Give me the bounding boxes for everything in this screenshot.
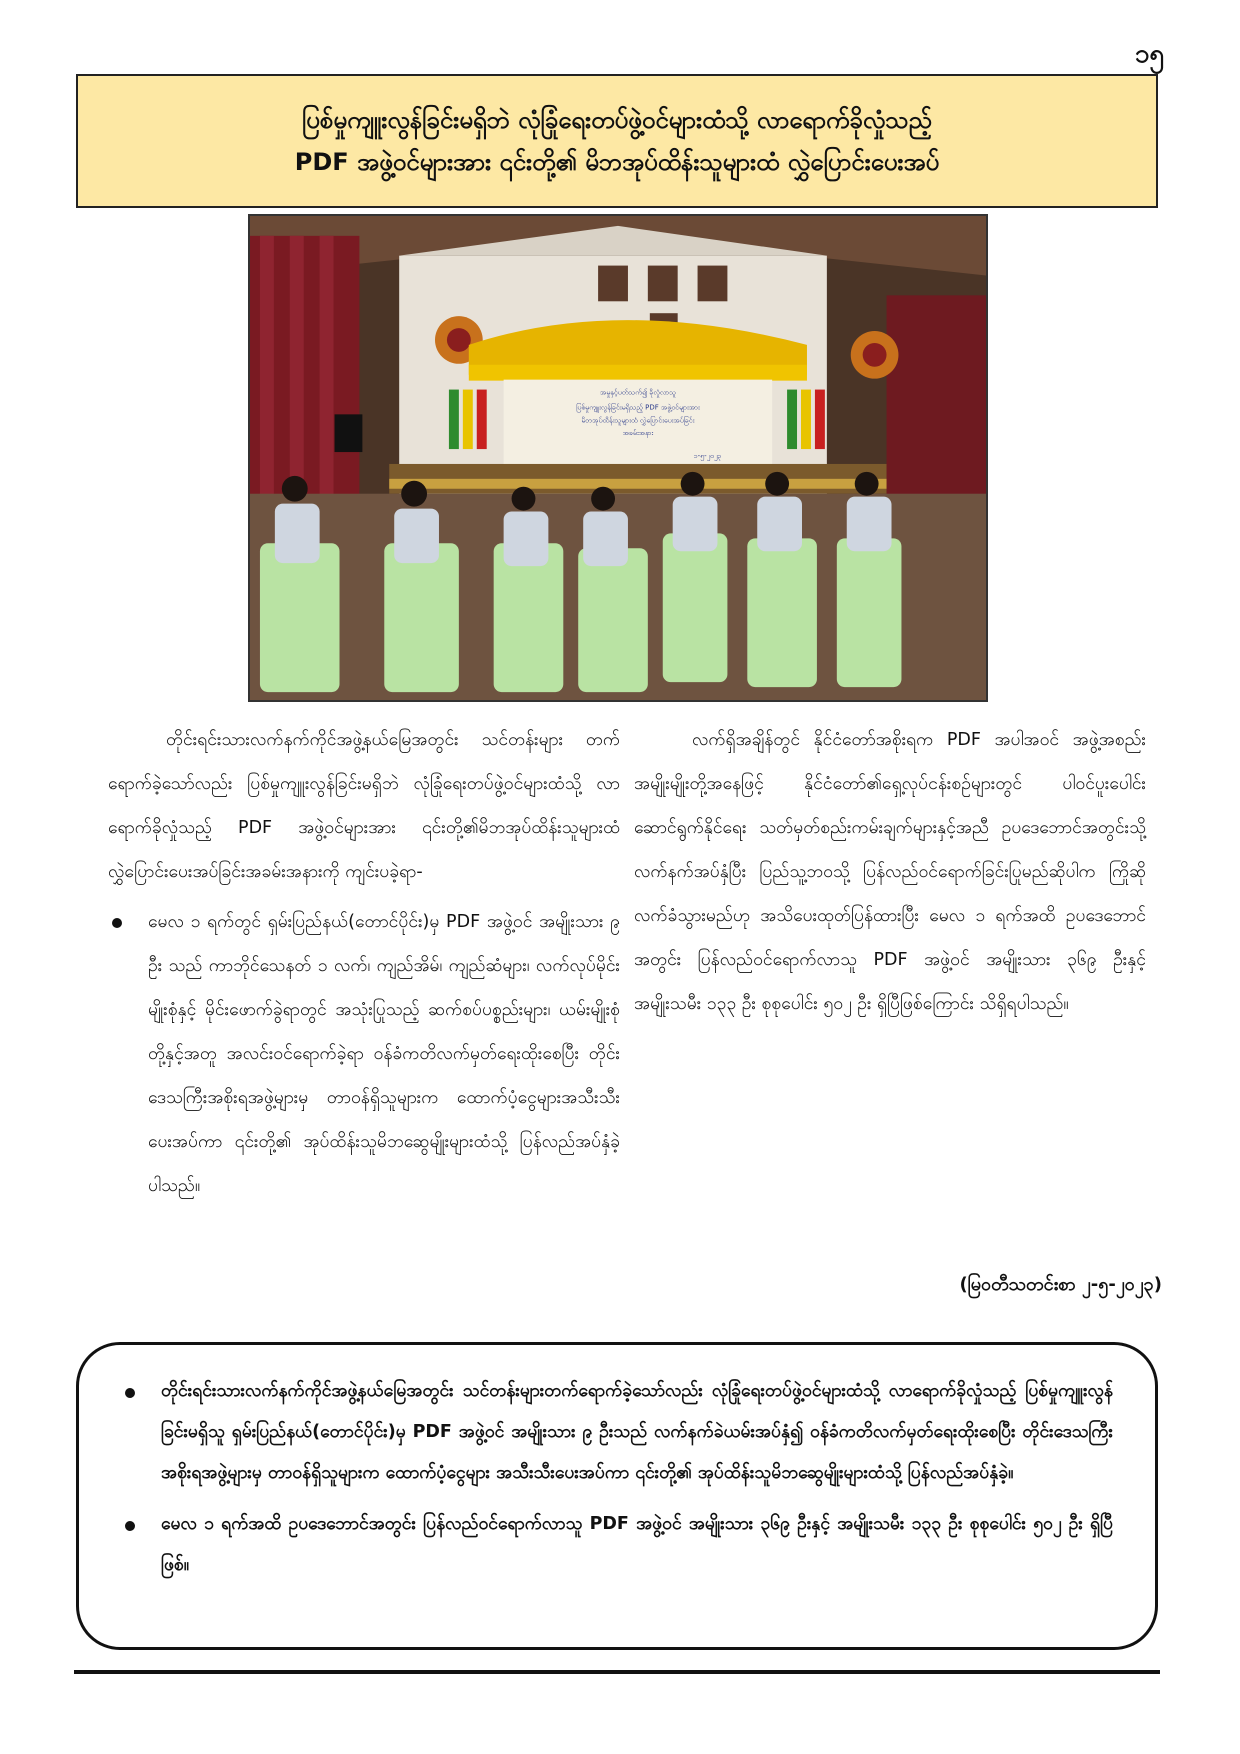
summary-item — [121, 1371, 1113, 1494]
photo-banner-line-4: အခမ်းအနား — [622, 429, 654, 438]
summary-list — [121, 1371, 1113, 1586]
summary-box — [76, 1342, 1158, 1650]
headline-line-2: PDF အဖွဲ့ဝင်များအား ၎င်းတို့၏ မိဘအုပ်ထိန်းသူများထံ လွှဲပြောင်းပေးအပ် — [294, 148, 940, 176]
page-number: ၁၅ — [1134, 39, 1164, 69]
photo-banner-line-5: ၁-၅-၂၀၂၃ — [693, 452, 722, 460]
photo-banner-line-1: အမှုနှင့်ပတ်သက်၍ ခိုလှုံလာသူ — [599, 388, 676, 397]
article-left-column — [108, 718, 620, 1208]
photo-ceremony-hall-illustration — [250, 216, 986, 700]
bullet-icon — [112, 918, 122, 928]
summary-item — [121, 1504, 1113, 1586]
article-source: (မြဝတီသတင်းစာ ၂-၅-၂၀၂၃) — [959, 1274, 1162, 1295]
bullet-icon — [125, 1388, 135, 1398]
headline-box — [76, 74, 1158, 208]
footer-divider — [74, 1670, 1160, 1674]
bullet-icon — [125, 1521, 135, 1531]
photo-banner-line-2: ပြစ်မှုကျူးလွန်ခြင်းမရှိသည့် PDF အဖွဲ့ဝင်များအား — [576, 403, 700, 412]
article-right-paragraph: လက်ရှိအချိန်တွင် နိုင်ငံတော်အစိုးရက PDF အပါအဝင် အဖွဲ့အစည်းအမျိုးမျိုးတို့အနေဖြင့် နိုင်ငံတော်၏ရှေ့လုပ်ငန်းစဉ်များတွင် ပါဝင်ပူးပေါင်းဆောင်ရွက်နိုင်ရေး သတ်မှတ်စည်းကမ်းချက်များနှင့်အညီ ဥပဒေဘောင်အတွင်းသို့ လက်နက်အပ်နှံပြီး ပြည်သူ့ဘဝသို့ ပြန်လည်ဝင်ရောက်ခြင်းပြုမည်ဆိုပါက ကြိုဆိုလက်ခံသွားမည်ဟု အသိပေးထုတ်ပြန်ထားပြီး မေလ ၁ ရက်အထိ ဥပဒေဘောင်အတွင်း ပြန်လည်ဝင်ရောက်လာသူ PDF အဖွဲ့ဝင် အမျိုးသား ၃၆၉ ဦးနှင့် အမျိုးသမီး ၁၃၃ ဦး စုစုပေါင်း ၅၀၂ ဦး ရှိပြီဖြစ်ကြောင်း သိရှိရပါသည်။ — [634, 730, 1146, 1014]
article-intro: တိုင်းရင်းသားလက်နက်ကိုင်အဖွဲ့နယ်မြေအတွင်း သင်တန်းများ တက်ရောက်ခဲ့သော်လည်း ပြစ်မှုကျူးလွန်ခြင်းမရှိဘဲ လုံခြုံရေးတပ်ဖွဲ့ဝင်များထံသို့ လာရောက်ခိုလှုံသည့် PDF အဖွဲ့ဝင်များအား ၎င်းတို့၏မိဘအုပ်ထိန်းသူများထံ လွှဲပြောင်းပေးအပ်ခြင်းအခမ်းအနားကို ကျင်းပခဲ့ရာ- — [108, 730, 620, 882]
news-photo — [248, 214, 988, 702]
headline-line-1: ပြစ်မှုကျူးလွန်ခြင်းမရှိဘဲ လုံခြုံရေးတပ်ဖွဲ့ဝင်များထံသို့ လာရောက်ခိုလှုံသည့် — [302, 106, 932, 134]
summary-text-2: မေလ ၁ ရက်အထိ ဥပဒေဘောင်အတွင်း ပြန်လည်ဝင်ရောက်လာသူ PDF အဖွဲ့ဝင် အမျိုးသား ၃၆၉ ဦးနှင့် အမျိုးသမီး ၁၃၃ ဦး စုစုပေါင်း ၅၀၂ ဦး ရှိပြီဖြစ်။ — [161, 1514, 1113, 1575]
summary-text-1: တိုင်းရင်းသားလက်နက်ကိုင်အဖွဲ့နယ်မြေအတွင်း သင်တန်းများတက်ရောက်ခဲ့သော်လည်း လုံခြုံရေးတပ်ဖွဲ့ဝင်များထံသို့ လာရောက်ခိုလှုံသည့် ပြစ်မှုကျူးလွန်ခြင်းမရှိသူ ရှမ်းပြည်နယ်(တောင်ပိုင်း)မှ PDF အဖွဲ့ဝင် အမျိုးသား ၉ ဦးသည် လက်နက်ခဲယမ်းအပ်နှံ၍ ဝန်ခံကတိလက်မှတ်ရေးထိုးစေပြီး တိုင်းဒေသကြီးအစိုးရအဖွဲ့များမှ တာဝန်ရှိသူများက ထောက်ပံ့ငွေများ အသီးသီးပေးအပ်ကာ ၎င်းတို့၏ အုပ်ထိန်းသူမိဘဆွေမျိုးများထံသို့ ပြန်လည်အပ်နှံခဲ့။ — [161, 1381, 1113, 1483]
article-bullet-list — [108, 900, 620, 1208]
article-bullet-text: မေလ ၁ ရက်တွင် ရှမ်းပြည်နယ်(တောင်ပိုင်း)မှ PDF အဖွဲ့ဝင် အမျိုးသား ၉ ဦး သည် ကာဘိုင်သေနတ် ၁ လက်၊ ကျည်အိမ်၊ ကျည်ဆံများ၊ လက်လုပ်မိုင်းမျိုးစုံနှင့် မိုင်းဖောက်ခွဲရာတွင် အသုံးပြုသည့် ဆက်စပ်ပစ္စည်းများ၊ ယမ်းမျိုးစုံတို့နှင့်အတူ အလင်းဝင်ရောက်ခဲ့ရာ ဝန်ခံကတိလက်မှတ်ရေးထိုးစေပြီး တိုင်းဒေသကြီးအစိုးရအဖွဲ့များမှ တာဝန်ရှိသူများက ထောက်ပံ့ငွေများအသီးသီးပေးအပ်ကာ ၎င်းတို့၏ အုပ်ထိန်းသူမိဘဆွေမျိုးများထံသို့ ပြန်လည်အပ်နှံခဲ့ပါသည်။ — [148, 912, 620, 1196]
article-bullet-item — [108, 900, 620, 1208]
photo-banner-line-3: မိဘအုပ်ထိန်းသူများထံ လွှဲပြောင်းပေးအပ်ခြင်း — [581, 416, 695, 425]
article-right-column — [634, 718, 1146, 1026]
